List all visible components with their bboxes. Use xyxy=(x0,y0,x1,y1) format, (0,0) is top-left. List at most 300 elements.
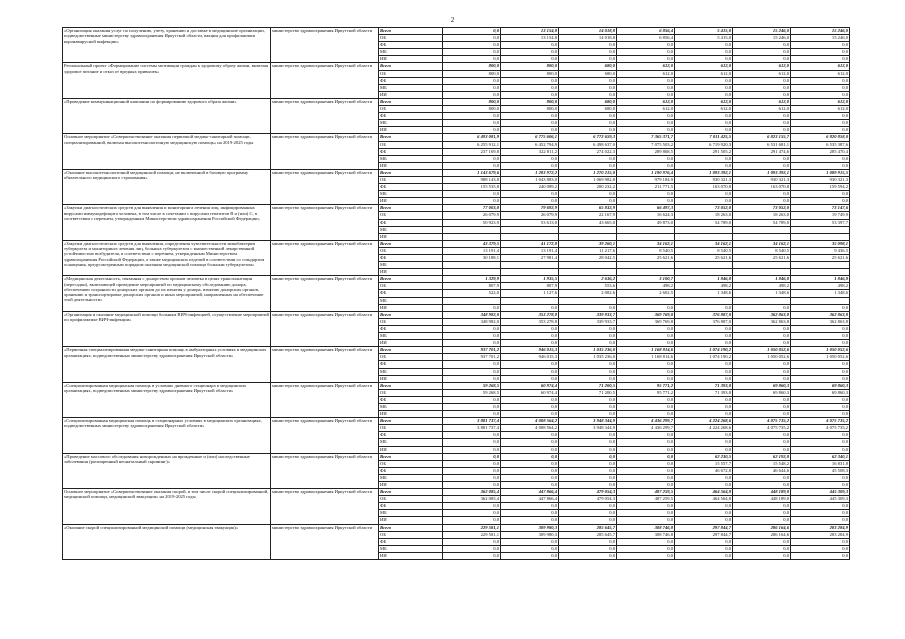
funding-source: ИИ xyxy=(379,127,443,134)
amount-cell: 0,0 xyxy=(675,538,733,545)
amount-cell: 0,0 xyxy=(559,340,617,347)
amount-cell: 0,0 xyxy=(501,538,559,545)
amount-cell: 1 283 972,2 xyxy=(501,169,559,176)
amount-cell: 1 846,8 xyxy=(733,276,791,283)
amount-cell: 0,0 xyxy=(501,482,559,489)
amount-cell: 3 881 737,4 xyxy=(443,425,501,432)
amount-cell: 362 863,8 xyxy=(733,311,791,318)
amount-cell: 0,0 xyxy=(559,517,617,524)
amount-cell: 946 015,3 xyxy=(501,347,559,354)
amount-cell: 1 143 679,6 xyxy=(443,169,501,176)
amount-cell: 0,0 xyxy=(733,304,791,311)
amount-cell: 0,0 xyxy=(443,84,501,91)
table-row xyxy=(63,63,850,70)
amount-cell: 4 436 299,7 xyxy=(617,418,675,425)
funding-source: ФБ xyxy=(379,503,443,510)
amount-cell: 15 246,0 xyxy=(791,35,850,42)
amount-cell: 0,0 xyxy=(617,403,675,410)
amount-cell: 73 052,0 xyxy=(733,205,791,212)
amount-cell: 25 621,6 xyxy=(675,255,733,262)
amount-cell: 0,0 xyxy=(501,510,559,517)
amount-cell: 0,0 xyxy=(559,552,617,559)
amount-cell: 0,0 xyxy=(617,538,675,545)
table-row xyxy=(63,169,850,176)
amount-cell: 0,0 xyxy=(791,517,850,524)
amount-cell: 445 309,3 xyxy=(791,489,850,496)
amount-cell: 8 540,5 xyxy=(675,247,733,254)
amount-cell: 15 246,0 xyxy=(733,28,791,35)
amount-cell: 0,0 xyxy=(501,453,559,460)
amount-cell: 283 284,9 xyxy=(791,524,850,531)
amount-cell: 0,0 xyxy=(617,474,675,481)
amount-cell: 0,0 xyxy=(791,503,850,510)
funding-source: ФБ xyxy=(379,148,443,155)
amount-cell: 362 863,8 xyxy=(791,318,850,325)
amount-cell: 800,0 xyxy=(443,98,501,105)
amount-cell: 0,0 xyxy=(675,403,733,410)
amount-cell: 163 070,8 xyxy=(733,184,791,191)
amount-cell: 229 581,1 xyxy=(443,524,501,531)
amount-cell: 95 771,2 xyxy=(617,389,675,396)
amount-cell: 0,0 xyxy=(443,113,501,120)
funding-source: МБ xyxy=(379,262,443,269)
funding-source: МБ xyxy=(379,226,443,233)
amount-cell xyxy=(675,262,733,269)
amount-cell: 0,0 xyxy=(501,120,559,127)
funding-source: Всего xyxy=(379,98,443,105)
amount-cell: 237 169,8 xyxy=(443,148,501,155)
amount-cell: 4 075 735,2 xyxy=(733,418,791,425)
amount-cell: 946 015,3 xyxy=(501,354,559,361)
amount-cell: 0,0 xyxy=(443,411,501,418)
amount-cell: 0,0 xyxy=(559,460,617,467)
funding-source: Всего xyxy=(379,205,443,212)
amount-cell: 0,0 xyxy=(443,191,501,198)
funding-source: Всего xyxy=(379,524,443,531)
funding-source: МБ xyxy=(379,510,443,517)
amount-cell xyxy=(559,262,617,269)
funding-source: Всего xyxy=(379,169,443,176)
activity-name: «Закупки диагностических средств для выявления и мониторинга лечения лиц, инфицированных вирусами иммунодефицита человека, в том числе в сочетании с вирусами гепатитов B и (или) C, в соответствии с перечнем, утвержденным Министерством здравоохранения Российской Федерации» xyxy=(63,205,271,240)
amount-cell: 612,0 xyxy=(675,70,733,77)
amount-cell: 25 621,6 xyxy=(791,255,850,262)
amount-cell: 800,0 xyxy=(443,106,501,113)
amount-cell: 4 224 268,6 xyxy=(675,418,733,425)
amount-cell: 0,0 xyxy=(675,545,733,552)
activity-name: «Специализированная медицинская помощь в условиях дневного стационара в медицинских организациях, подведомственных министерству здравоохранения Иркутской области» xyxy=(63,382,271,417)
funding-source: ИИ xyxy=(379,162,443,169)
amount-cell: 612,0 xyxy=(791,70,850,77)
amount-cell: 62 340,1 xyxy=(791,453,850,460)
amount-cell: 0,0 xyxy=(443,460,501,467)
funding-source: ИИ xyxy=(379,411,443,418)
amount-cell: 0,0 xyxy=(675,411,733,418)
amount-cell: 13 191,4 xyxy=(501,247,559,254)
amount-cell: 6 820 858,0 xyxy=(791,134,850,141)
amount-cell: 0,0 xyxy=(559,120,617,127)
amount-cell: 4 224 268,6 xyxy=(675,425,733,432)
amount-cell xyxy=(791,233,850,240)
amount-cell: 0,0 xyxy=(733,113,791,120)
amount-cell: 1 348,6 xyxy=(733,290,791,297)
amount-cell: 0,0 xyxy=(617,191,675,198)
amount-cell: 6 531 681,1 xyxy=(733,141,791,148)
table-row xyxy=(63,489,850,496)
amount-cell: 0,0 xyxy=(675,325,733,332)
amount-cell: 0,0 xyxy=(559,113,617,120)
amount-cell: 1 846,8 xyxy=(675,276,733,283)
amount-cell: 680,0 xyxy=(559,70,617,77)
executor-name: министерство здравоохранения Иркутской области xyxy=(271,28,379,63)
amount-cell: 369 769,8 xyxy=(617,311,675,318)
amount-cell: 0,0 xyxy=(443,325,501,332)
amount-cell: 62 192,8 xyxy=(733,453,791,460)
amount-cell xyxy=(675,297,733,304)
amount-cell: 0,0 xyxy=(733,482,791,489)
amount-cell: 7 365 371,7 xyxy=(617,134,675,141)
amount-cell: 1 050 052,6 xyxy=(791,354,850,361)
amount-cell: 0,0 xyxy=(559,482,617,489)
amount-cell: 285 645,7 xyxy=(559,531,617,538)
amount-cell: 0,0 xyxy=(733,191,791,198)
amount-cell xyxy=(443,233,501,240)
amount-cell: 0,0 xyxy=(675,77,733,84)
amount-cell: 612,0 xyxy=(675,98,733,105)
amount-cell: 0,0 xyxy=(733,91,791,98)
amount-cell: 612,0 xyxy=(733,106,791,113)
amount-cell: 0,0 xyxy=(559,325,617,332)
funding-source: Всего xyxy=(379,28,443,35)
amount-cell: 0,0 xyxy=(617,368,675,375)
amount-cell: 0,0 xyxy=(733,403,791,410)
amount-cell: 0,0 xyxy=(443,432,501,439)
amount-cell: 680,0 xyxy=(559,106,617,113)
executor-name: министерство здравоохранения Иркутской области xyxy=(271,98,379,133)
amount-cell: 0,0 xyxy=(617,453,675,460)
amount-cell: 34 162,1 xyxy=(733,240,791,247)
executor-name: министерство здравоохранения Иркутской области xyxy=(271,276,379,311)
amount-cell: 5 415,0 xyxy=(675,35,733,42)
amount-cell: 0,0 xyxy=(617,439,675,446)
amount-cell: 0,0 xyxy=(675,446,733,453)
amount-cell: 0,0 xyxy=(559,77,617,84)
amount-cell: 498,2 xyxy=(733,283,791,290)
amount-cell: 612,0 xyxy=(733,70,791,77)
amount-cell: 8 540,5 xyxy=(617,247,675,254)
funding-source: ФБ xyxy=(379,396,443,403)
amount-cell: 0,0 xyxy=(501,333,559,340)
amount-cell: 0,0 xyxy=(733,120,791,127)
funding-source: МБ xyxy=(379,474,443,481)
amount-cell: 448 189,0 xyxy=(733,496,791,503)
amount-cell: 339 933,7 xyxy=(559,318,617,325)
amount-cell xyxy=(617,269,675,276)
amount-cell: 0,0 xyxy=(443,42,501,49)
amount-cell: 4 075 735,2 xyxy=(733,425,791,432)
amount-cell: 376 887,0 xyxy=(675,311,733,318)
amount-cell: 362 085,4 xyxy=(443,496,501,503)
amount-cell: 0,0 xyxy=(617,460,675,467)
amount-cell xyxy=(559,297,617,304)
amount-cell: 43 379,5 xyxy=(443,240,501,247)
amount-cell: 50 923,9 xyxy=(443,219,501,226)
amount-cell: 34 162,1 xyxy=(617,240,675,247)
amount-cell: 155 535,8 xyxy=(443,184,501,191)
amount-cell: 1 050 052,6 xyxy=(791,347,850,354)
amount-cell: 0,0 xyxy=(559,198,617,205)
amount-cell: 15 548,2 xyxy=(733,460,791,467)
executor-name: министерство здравоохранения Иркутской области xyxy=(271,63,379,98)
funding-source: ИИ xyxy=(379,482,443,489)
amount-cell: 291 505,2 xyxy=(675,148,733,155)
amount-cell: 2 602,5 xyxy=(617,290,675,297)
amount-cell: 0,0 xyxy=(675,304,733,311)
amount-cell: 0,0 xyxy=(791,333,850,340)
amount-cell: 0,0 xyxy=(675,439,733,446)
amount-cell xyxy=(675,233,733,240)
amount-cell: 25 621,6 xyxy=(733,255,791,262)
funding-source: Всего xyxy=(379,418,443,425)
amount-cell: 0,0 xyxy=(559,545,617,552)
amount-cell: 0,0 xyxy=(559,403,617,410)
amount-cell: 0,0 xyxy=(501,56,559,63)
amount-cell: 0,0 xyxy=(443,453,501,460)
amount-cell: 930 321,3 xyxy=(791,176,850,183)
amount-cell: 16 624,3 xyxy=(617,212,675,219)
activity-name: «Организация оказания услуг по получению, учету, хранению и доставке в медицинские организации, подведомственные министерству здравоохранения Иркутской области, вакцин для профилактики коронавирусной инфекции» xyxy=(63,28,271,63)
funding-source: ФБ xyxy=(379,467,443,474)
amount-cell: 0,0 xyxy=(559,84,617,91)
amount-cell: 0,0 xyxy=(443,503,501,510)
amount-cell: 3 881 737,4 xyxy=(443,418,501,425)
amount-cell: 46 672,8 xyxy=(675,467,733,474)
amount-cell: 66 497,3 xyxy=(617,205,675,212)
amount-cell: 18 263,0 xyxy=(675,212,733,219)
amount-cell: 46 644,6 xyxy=(733,467,791,474)
amount-cell: 54 789,0 xyxy=(675,219,733,226)
amount-cell: 612,0 xyxy=(675,106,733,113)
amount-cell: 0,0 xyxy=(617,333,675,340)
amount-cell: 807,9 xyxy=(501,283,559,290)
amount-cell: 0,0 xyxy=(617,396,675,403)
table-row xyxy=(63,205,850,212)
amount-cell: 6 452 794,9 xyxy=(501,141,559,148)
amount-cell: 0,0 xyxy=(791,198,850,205)
amount-cell xyxy=(559,233,617,240)
executor-name: министерство здравоохранения Иркутской области xyxy=(271,347,379,382)
amount-cell: 0,0 xyxy=(733,396,791,403)
activity-name: «Закупки диагностических средств для выявления, определения чувствительности микобактерии туберкулеза и мониторинга лечения лиц, больных туберкулезом с множественной лекарственной устойчивостью возбудителя, в соответствии с перечнем, утвержденным Министерством здравоохранения Российской Федерации, а также медицинских изделий в соответствии со стандартом оснащения, предусмотренным порядком оказания медицинской помощи больным туберкулезом» xyxy=(63,240,271,275)
amount-cell: 348 982,0 xyxy=(443,318,501,325)
amount-cell: 18 263,0 xyxy=(733,212,791,219)
amount-cell: 6 498 637,0 xyxy=(559,141,617,148)
amount-cell: 0,0 xyxy=(501,432,559,439)
amount-cell: 0,0 xyxy=(675,396,733,403)
amount-cell: 59 268,5 xyxy=(443,389,501,396)
amount-cell: 71 200,5 xyxy=(559,389,617,396)
amount-cell: 0,0 xyxy=(791,191,850,198)
amount-cell: 26 079,9 xyxy=(443,212,501,219)
amount-cell: 6 823 155,7 xyxy=(733,134,791,141)
amount-cell: 297 844,7 xyxy=(675,524,733,531)
amount-cell: 15 246,0 xyxy=(791,28,850,35)
amount-cell: 308 746,8 xyxy=(617,524,675,531)
amount-cell: 612,0 xyxy=(791,63,850,70)
amount-cell: 0,0 xyxy=(559,439,617,446)
funding-source: МБ xyxy=(379,403,443,410)
amount-cell: 0,0 xyxy=(443,375,501,382)
amount-cell: 79 692,9 xyxy=(501,205,559,212)
amount-cell: 0,0 xyxy=(733,56,791,63)
amount-cell: 274 022,3 xyxy=(559,148,617,155)
funding-source: ИИ xyxy=(379,517,443,524)
amount-cell: 41 172,8 xyxy=(501,240,559,247)
amount-cell: 0,0 xyxy=(791,510,850,517)
funding-source: ИИ xyxy=(379,233,443,240)
amount-cell: 6 493 081,9 xyxy=(443,134,501,141)
amount-cell: 53 397,7 xyxy=(791,219,850,226)
amount-cell: 0,0 xyxy=(443,361,501,368)
amount-cell: 0,0 xyxy=(559,49,617,56)
amount-cell: 0,0 xyxy=(443,120,501,127)
funding-source: ИИ xyxy=(379,91,443,98)
amount-cell: 0,0 xyxy=(559,510,617,517)
amount-cell: 0,0 xyxy=(733,333,791,340)
amount-cell: 53 613,0 xyxy=(501,219,559,226)
amount-cell: 0,0 xyxy=(733,503,791,510)
amount-cell: 800,0 xyxy=(443,63,501,70)
amount-cell: 69 860,3 xyxy=(733,389,791,396)
amount-cell xyxy=(443,226,501,233)
amount-cell: 0,0 xyxy=(791,340,850,347)
funding-source: МБ xyxy=(379,545,443,552)
amount-cell: 0,0 xyxy=(617,432,675,439)
amount-cell: 0,0 xyxy=(559,375,617,382)
amount-cell: 0,0 xyxy=(675,510,733,517)
amount-cell: 0,0 xyxy=(791,304,850,311)
amount-cell: 0,0 xyxy=(443,545,501,552)
amount-cell: 0,0 xyxy=(501,403,559,410)
amount-cell: 0,0 xyxy=(733,155,791,162)
executor-name: министерство здравоохранения Иркутской области xyxy=(271,134,379,169)
amount-cell: 0,0 xyxy=(559,368,617,375)
amount-cell: 1 043 883,0 xyxy=(501,176,559,183)
amount-cell: 49 873,0 xyxy=(617,219,675,226)
amount-cell: 0,0 xyxy=(675,375,733,382)
amount-cell: 800,0 xyxy=(501,63,559,70)
amount-cell: 0,0 xyxy=(791,155,850,162)
amount-cell: 0,0 xyxy=(617,127,675,134)
amount-cell: 0,0 xyxy=(791,49,850,56)
amount-cell: 348 982,0 xyxy=(443,311,501,318)
amount-cell: 0,0 xyxy=(559,538,617,545)
amount-cell: 498,2 xyxy=(617,283,675,290)
amount-cell xyxy=(675,226,733,233)
amount-cell: 34 162,1 xyxy=(675,240,733,247)
amount-cell: 25 621,6 xyxy=(617,255,675,262)
amount-cell: 4 075 735,2 xyxy=(791,418,850,425)
activity-name: «Проведение коммуникационной кампании по формированию здорового образа жизни» xyxy=(63,98,271,133)
amount-cell: 1 127,6 xyxy=(501,290,559,297)
amount-cell: 0,0 xyxy=(443,340,501,347)
amount-cell xyxy=(733,262,791,269)
amount-cell: 487 259,5 xyxy=(617,496,675,503)
amount-cell: 522,0 xyxy=(443,290,501,297)
amount-cell: 0,0 xyxy=(617,77,675,84)
amount-cell: 6 775 606,1 xyxy=(501,134,559,141)
table-row xyxy=(63,418,850,425)
table-row xyxy=(63,524,850,531)
amount-cell: 353 278,8 xyxy=(501,318,559,325)
amount-cell xyxy=(617,297,675,304)
amount-cell: 4 436 299,7 xyxy=(617,425,675,432)
amount-cell: 0,0 xyxy=(443,304,501,311)
amount-cell: 5 415,0 xyxy=(675,28,733,35)
amount-cell: 0,0 xyxy=(443,35,501,42)
funding-source: ОБ xyxy=(379,106,443,113)
amount-cell: 4 008 564,2 xyxy=(501,418,559,425)
amount-cell: 0,0 xyxy=(675,162,733,169)
amount-cell: 1 069 982,8 xyxy=(559,176,617,183)
amount-cell: 0,0 xyxy=(675,155,733,162)
amount-cell xyxy=(501,233,559,240)
amount-cell: 612,0 xyxy=(617,106,675,113)
amount-cell: 0,0 xyxy=(501,325,559,332)
amount-cell: 0,0 xyxy=(617,84,675,91)
executor-name: министерство здравоохранения Иркутской области xyxy=(271,311,379,346)
amount-cell: 11 217,6 xyxy=(559,247,617,254)
amount-cell: 612,0 xyxy=(733,63,791,70)
amount-cell: 930 321,3 xyxy=(733,176,791,183)
funding-source: ФБ xyxy=(379,290,443,297)
amount-cell: 0,0 xyxy=(733,538,791,545)
amount-cell: 4 075 735,2 xyxy=(791,425,850,432)
activity-name: «Оказание скорой специализированной медицинской помощи (медицинская эвакуация)» xyxy=(63,524,271,559)
amount-cell: 612,0 xyxy=(733,98,791,105)
amount-cell: 930 321,3 xyxy=(675,176,733,183)
amount-cell xyxy=(559,269,617,276)
amount-cell: 30 188,1 xyxy=(443,255,501,262)
amount-cell: 0,0 xyxy=(675,474,733,481)
amount-cell: 1 935,5 xyxy=(501,276,559,283)
amount-cell: 445 309,3 xyxy=(791,496,850,503)
amount-cell: 0,0 xyxy=(791,162,850,169)
amount-cell: 0,0 xyxy=(559,396,617,403)
funding-source: ИИ xyxy=(379,552,443,559)
funding-source: ИИ xyxy=(379,446,443,453)
amount-cell: 0,0 xyxy=(617,552,675,559)
amount-cell: 322 811,2 xyxy=(501,148,559,155)
amount-cell: 0,0 xyxy=(791,120,850,127)
amount-cell: 0,0 xyxy=(501,198,559,205)
amount-cell: 0,0 xyxy=(791,403,850,410)
funding-source: ОБ xyxy=(379,318,443,325)
amount-cell: 0,0 xyxy=(617,517,675,524)
funding-source: Всего xyxy=(379,453,443,460)
amount-cell: 0,0 xyxy=(675,340,733,347)
amount-cell: 0,0 xyxy=(733,375,791,382)
funding-source: ФБ xyxy=(379,361,443,368)
amount-cell: 479 054,3 xyxy=(559,489,617,496)
amount-cell: 0,0 xyxy=(791,127,850,134)
activity-name: «Организация и оказание медицинской помощи больным ВИЧ-инфекцией, осуществление мероприятий по профилактике ВИЧ-инфекции» xyxy=(63,311,271,346)
amount-cell: 0,0 xyxy=(791,432,850,439)
amount-cell: 0,0 xyxy=(675,127,733,134)
amount-cell: 353 278,8 xyxy=(501,311,559,318)
amount-cell xyxy=(501,269,559,276)
amount-cell: 240 089,2 xyxy=(501,184,559,191)
amount-cell: 211 771,5 xyxy=(617,184,675,191)
